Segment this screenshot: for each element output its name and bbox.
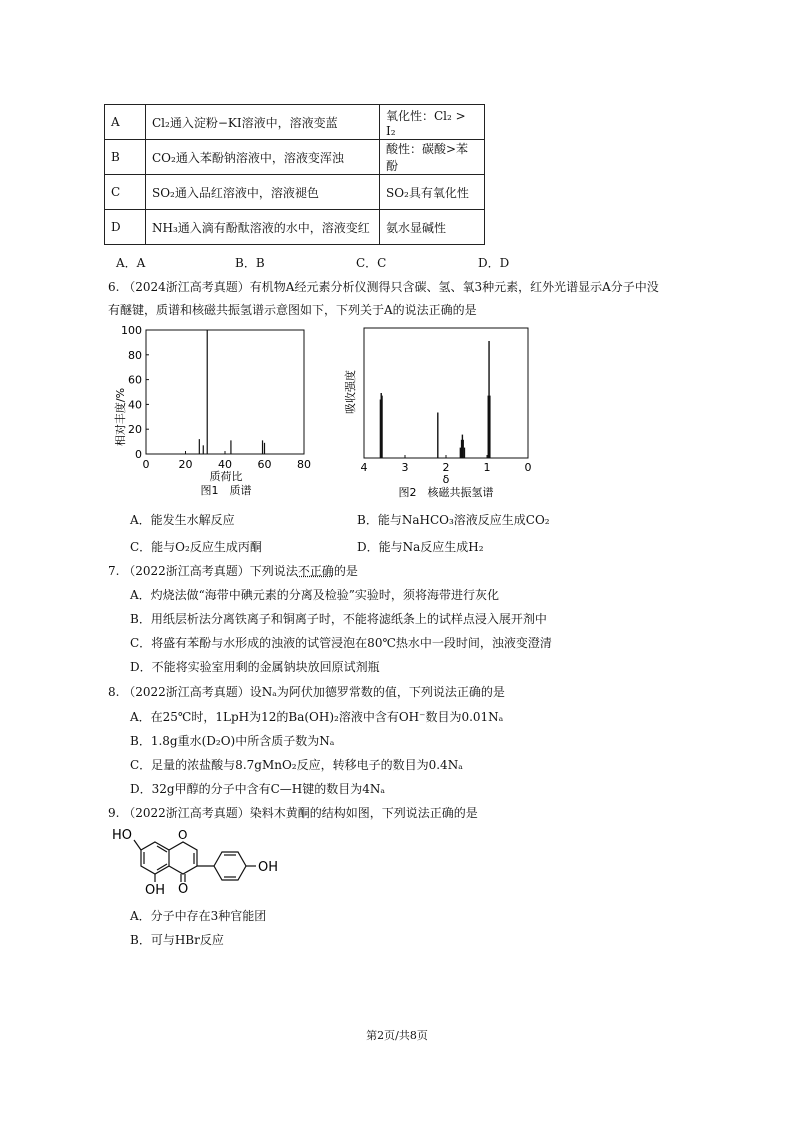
chart1-xlabel: 质荷比 (209, 470, 243, 483)
q6-option-c: C．能与O₂反应生成丙酮 (130, 540, 262, 554)
row-description: CO₂通入苯酚钠溶液中，溶液变浑浊 (146, 140, 380, 175)
row-label: D (105, 210, 146, 245)
nmr-spectrum-chart (340, 322, 550, 502)
q7-stem (108, 562, 358, 579)
row-description: Cl₂通入淀粉−KI溶液中，溶液变蓝 (146, 105, 380, 140)
chart2-xtick-label: 0 (524, 461, 532, 474)
q7-stem-emphasis: 不正确 (297, 564, 334, 578)
q6-option-d: D．能与Na反应生成H₂ (357, 540, 484, 554)
chart2-ylabel: 吸收强度 (344, 370, 357, 414)
q6-option-b: B．能与NaHCO₃溶液反应生成CO₂ (357, 513, 550, 527)
q7-stem-pre: 7. （2022浙江高考真题）下列说法 (108, 564, 298, 578)
row-label: A (105, 105, 146, 140)
q8-option-c: C．足量的浓盐酸与8.7gMnO₂反应，转移电子的数目为0.4Nₐ (130, 758, 463, 772)
row-conclusion: SO₂具有氧化性 (380, 175, 485, 210)
q8-option-a: A．在25℃时，1LpH为12的Ba(OH)₂溶液中含有OH⁻数目为0.01Nₐ (130, 710, 504, 724)
row-description: SO₂通入品红溶液中，溶液褪色 (146, 175, 380, 210)
chart2-xlabel: δ (442, 473, 450, 486)
mol-label-ho-top: HO (112, 828, 133, 843)
chart1-xtick-label: 40 (218, 458, 232, 471)
mol-label-oh-bottom: OH (145, 883, 166, 897)
mass-spectrum-chart (108, 322, 318, 502)
q5-option-b: B．B (235, 256, 265, 270)
chart1-ytick-label: 80 (128, 348, 142, 362)
chart1-ytick-label: 0 (135, 448, 142, 461)
q8-option-b: B．1.8g重水(D₂O)中所含质子数为Nₐ (130, 734, 335, 748)
chart1-ytick-label: 100 (121, 324, 142, 337)
q7-option-c: C．将盛有苯酚与水形成的浊液的试管浸泡在80℃热水中一段时间，浊液变澄清 (130, 636, 552, 650)
q9-option-a: A．分子中存在3种官能团 (130, 909, 267, 923)
mol-label-o-keto: O (178, 882, 189, 897)
chart2-title: 图2 核磁共振氢谱 (398, 486, 494, 499)
table-row (105, 175, 485, 210)
row-conclusion: 氨水显碱性 (380, 210, 485, 245)
row-conclusion: 氧化性：Cl₂ > I₂ (380, 105, 485, 140)
table-row (105, 210, 485, 245)
chart1-frame (146, 330, 304, 454)
q7-option-b: B．用纸层析法分离铁离子和铜离子时，不能将滤纸条上的试样点浸入展开剂中 (130, 612, 547, 626)
q7-option-d: D．不能将实验室用剩的金属钠块放回原试剂瓶 (130, 660, 380, 674)
mol-label-oh-right: OH (258, 860, 279, 875)
row-label: C (105, 175, 146, 210)
table-row (105, 140, 485, 175)
chart1-xtick-label: 20 (178, 458, 193, 471)
q5-option-a: A．A (116, 256, 146, 270)
chart1-title: 图1 质谱 (200, 484, 252, 497)
chart2-frame (364, 328, 528, 458)
mol-label-o-ring: O (178, 828, 188, 842)
q6-stem-line1: 6. （2024浙江高考真题）有机物A经元素分析仪测得只含碳、氢、氧3种元素，红外光谱显示A分子中没 (108, 280, 659, 294)
page-footer: 第2页/共8页 (366, 1029, 428, 1042)
q5-option-d: D．D (478, 256, 510, 270)
genistein-structure-diagram (110, 822, 300, 897)
row-description: NH₃通入滴有酚酞溶液的水中，溶液变红 (146, 210, 380, 245)
chart1-ytick-label: 60 (128, 373, 142, 387)
experiment-table (104, 104, 485, 245)
chart1-ytick-label: 40 (128, 398, 142, 412)
q8-option-d: D．32g甲醇的分子中含有C—H键的数目为4Nₐ (130, 782, 385, 796)
chart1-xtick-label: 0 (142, 458, 150, 471)
q9-option-b: B．可与HBr反应 (130, 933, 224, 947)
chart2-xtick-label: 2 (442, 461, 450, 474)
chart1-ytick-label: 20 (128, 423, 142, 437)
q6-stem-line2: 有醚键，质谱和核磁共振氢谱示意图如下，下列关于A的说法正确的是 (108, 303, 477, 317)
q7-stem-post: 的是 (333, 564, 358, 578)
chart2-xtick-label: 3 (401, 461, 409, 474)
chart2-xtick-label: 4 (360, 461, 368, 474)
q6-option-a: A．能发生水解反应 (130, 513, 235, 527)
q5-option-c: C．C (356, 256, 387, 270)
q8-stem: 8. （2022浙江高考真题）设Nₐ为阿伏加德罗常数的值，下列说法正确的是 (108, 685, 505, 699)
q7-option-a: A．灼烧法做“海带中碘元素的分离及检验”实验时，须将海带进行灰化 (130, 588, 499, 602)
chart1-xtick-label: 80 (297, 458, 311, 471)
table-row (105, 105, 485, 140)
row-conclusion: 酸性：碳酸>苯酚 (380, 140, 485, 175)
chart1-xtick-label: 60 (257, 458, 272, 471)
chart2-xtick-label: 1 (483, 461, 491, 474)
q9-stem: 9. （2022浙江高考真题）染料木黄酮的结构如图，下列说法正确的是 (108, 806, 478, 820)
chart1-ylabel: 相对丰度/% (114, 387, 127, 447)
row-label: B (105, 140, 146, 175)
